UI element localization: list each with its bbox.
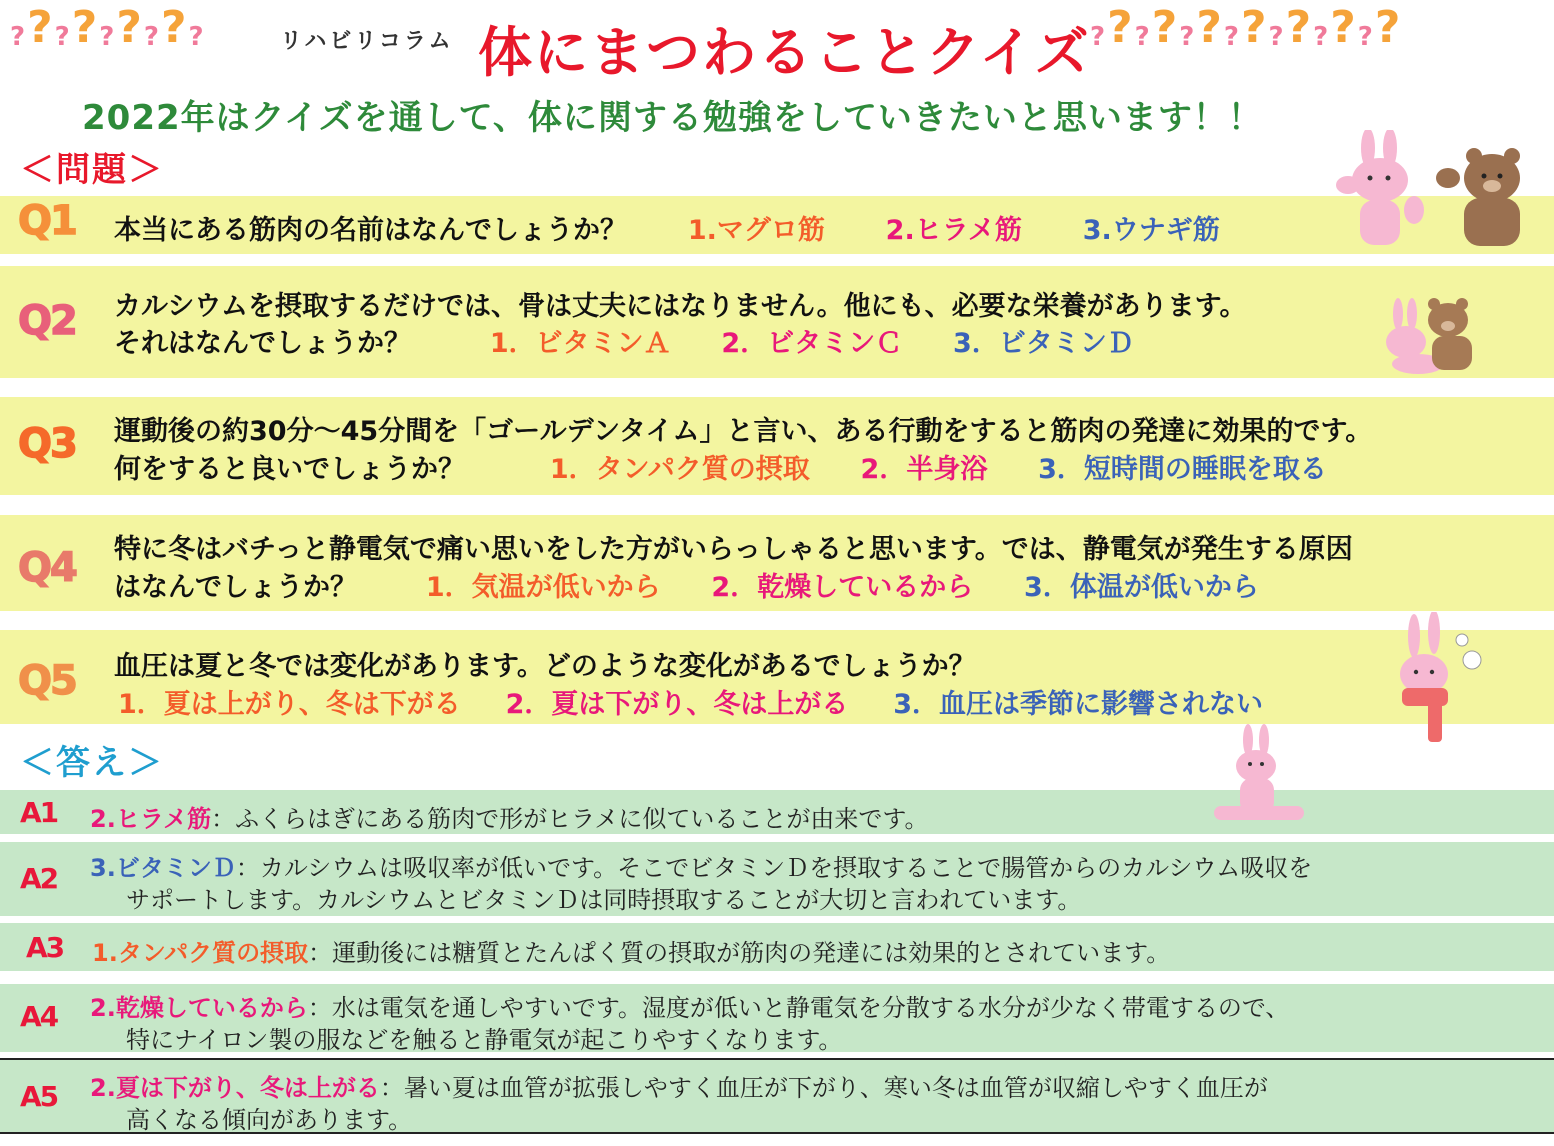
question-label: Q5: [18, 658, 76, 704]
question-row: [0, 266, 1554, 378]
option-3: 3．血圧は季節に影響されない: [893, 689, 1264, 720]
question-row: [0, 196, 1554, 254]
question-line: 何をすると良いでしょうか？: [114, 454, 465, 485]
option-1: 1．夏は上がり、冬は下がる: [118, 689, 461, 720]
option-2: 2.ヒラメ筋: [885, 215, 1022, 246]
question-label: Q3: [18, 421, 76, 467]
option-3: 3．体温が低いから: [1024, 572, 1259, 603]
question-mark-icon: ?: [1374, 2, 1401, 53]
question-mark-icon: ?: [71, 2, 98, 53]
questions-heading: ＜問題＞: [20, 150, 164, 190]
answer-label: A1: [20, 796, 58, 829]
question-mark-icon: ?: [1330, 2, 1356, 53]
question-line: 特に冬はバチっと静電気で痛い思いをした方がいらっしゃると思います。では、静電気が発生する原因: [114, 534, 1353, 565]
question-line: 血圧は夏と冬では変化があります。どのような変化があるでしょうか？: [114, 651, 976, 682]
question-mark-icon: ?: [1107, 2, 1133, 53]
answer-text: [90, 799, 928, 834]
question-mark-icon: ?: [1196, 2, 1222, 53]
question-mark-icon: ?: [1357, 22, 1373, 52]
question-mark-icon: ?: [1313, 22, 1329, 52]
question-line-2: [114, 321, 1134, 360]
option-3: 3．ビタミンＤ: [953, 328, 1134, 359]
question-mark-icon: ?: [116, 2, 142, 53]
answer-explanation: ：水は電気を通しやすいです。湿度が低いと静電気を分散する水分が少なく帯電するので、: [307, 994, 1290, 1022]
question-mark-icon: ?: [143, 22, 159, 52]
answer-text: [90, 988, 1289, 1023]
answer-explanation: ：ふくらはぎにある筋肉で形がヒラメに似ていることが由来です。: [211, 805, 929, 833]
question-line: はなんでしょうか？: [114, 572, 357, 603]
answer-explanation-2: 高くなる傾向があります。: [126, 1106, 413, 1134]
option-3: 3．短時間の睡眠を取る: [1038, 454, 1327, 485]
muscle-rabbit-illustration: [1330, 130, 1430, 250]
answer-key: 2.夏は下がり、冬は上がる: [90, 1074, 380, 1102]
question-mark-icon: ?: [1179, 22, 1195, 52]
option-1: 1．タンパク質の摂取: [549, 454, 810, 485]
answer-key: 1.タンパク質の摂取: [92, 939, 309, 967]
question-mark-icon: ?: [1090, 22, 1106, 52]
question-mark-icon: ?: [1151, 2, 1178, 53]
answer-label: A5: [20, 1080, 58, 1113]
answer-label: A3: [26, 931, 64, 964]
answer-explanation-2: 特にナイロン製の服などを触ると静電気が起こりやすくなります。: [126, 1026, 843, 1054]
question-row: [0, 397, 1554, 495]
question-mark-icon: ?: [1240, 2, 1267, 53]
option-2: 2．乾燥しているから: [711, 572, 974, 603]
answer-explanation-2: サポートします。カルシウムとビタミンＤは同時摂取することが大切と言われています。: [126, 886, 1082, 914]
option-2: 2．ビタミンＣ: [721, 328, 903, 359]
intro-text: 2022年はクイズを通して、体に関する勉強をしていきたいと思います！！: [82, 98, 1263, 138]
question-line: 本当にある筋肉の名前はなんでしょうか？: [114, 215, 627, 246]
answer-explanation: ：カルシウムは吸収率が低いです。そこでビタミンＤを摂取することで腸管からのカルシウム吸収を: [235, 854, 1313, 882]
question-row: [0, 515, 1554, 611]
muscle-bear-illustration: [1434, 148, 1534, 248]
answer-text: [90, 1068, 1268, 1103]
question-mark-icon: ?: [27, 2, 53, 53]
answer-row: [0, 1058, 1554, 1134]
rabbit-with-scarf-illustration: [1392, 612, 1492, 747]
stretching-rabbit-illustration: [1210, 722, 1310, 832]
question-row: [0, 630, 1554, 724]
question-mark-icon: ?: [188, 22, 204, 52]
question-options: [118, 682, 1263, 721]
question-mark-icon: ?: [1285, 2, 1312, 53]
answer-row: [0, 984, 1554, 1052]
answer-row: [0, 842, 1554, 916]
question-mark-icon: ?: [160, 2, 187, 53]
question-line-2: [114, 447, 1327, 486]
question-label: Q2: [18, 298, 76, 344]
question-line-2: [114, 565, 1259, 604]
question-mark-icon: ?: [99, 22, 115, 52]
answer-label: A2: [20, 862, 58, 895]
option-1: 1．ビタミンＡ: [489, 328, 671, 359]
answer-explanation: ：運動後には糖質とたんぱく質の摂取が筋肉の発達には効果的とされています。: [308, 939, 1171, 967]
question-mark-icon: ?: [54, 22, 70, 52]
option-2: 2．夏は下がり、冬は上がる: [505, 689, 849, 720]
question-label: Q4: [18, 545, 76, 591]
question-line: カルシウムを摂取するだけでは、骨は丈夫にはなりません。他にも、必要な栄養があります。: [114, 291, 1247, 322]
option-3: 3.ウナギ筋: [1082, 215, 1220, 246]
question-mark-icon: ?: [1268, 22, 1284, 52]
option-1: 1.マグロ筋: [687, 215, 825, 246]
question-label: Q1: [18, 198, 76, 244]
question-marks-left: [10, 2, 204, 53]
option-1: 1．気温が低いから: [425, 572, 661, 603]
answer-key: 2.乾燥しているから: [90, 994, 308, 1022]
page-title: 体にまつわることクイズ: [478, 21, 1091, 84]
rabbit-and-bear-illustration: [1380, 296, 1490, 376]
question-text: [114, 208, 1220, 247]
answer-text: [90, 848, 1312, 883]
question-mark-icon: ?: [1223, 22, 1239, 52]
answer-row: [0, 790, 1554, 834]
answer-row: [0, 923, 1554, 971]
answer-text: [92, 933, 1170, 968]
question-mark-icon: ?: [10, 22, 26, 52]
answers-heading: ＜答え＞: [20, 743, 164, 783]
option-2: 2．半身浴: [860, 454, 988, 485]
question-mark-icon: ?: [1134, 22, 1150, 52]
answer-label: A4: [20, 1000, 58, 1033]
answer-key: 3.ビタミンＤ: [90, 854, 236, 882]
question-line: 運動後の約30分～45分間を「ゴールデンタイム」と言い、ある行動をすると筋肉の発達に効果的です。: [114, 416, 1373, 447]
question-line: それはなんでしょうか？: [114, 328, 411, 359]
answer-explanation: ：暑い夏は血管が拡張しやすく血圧が下がり、寒い冬は血管が収縮しやすく血圧が: [379, 1074, 1268, 1102]
question-marks-right: [1090, 2, 1401, 53]
answer-key: 2.ヒラメ筋: [90, 805, 212, 833]
column-subtitle: リハビリコラム: [280, 29, 454, 54]
